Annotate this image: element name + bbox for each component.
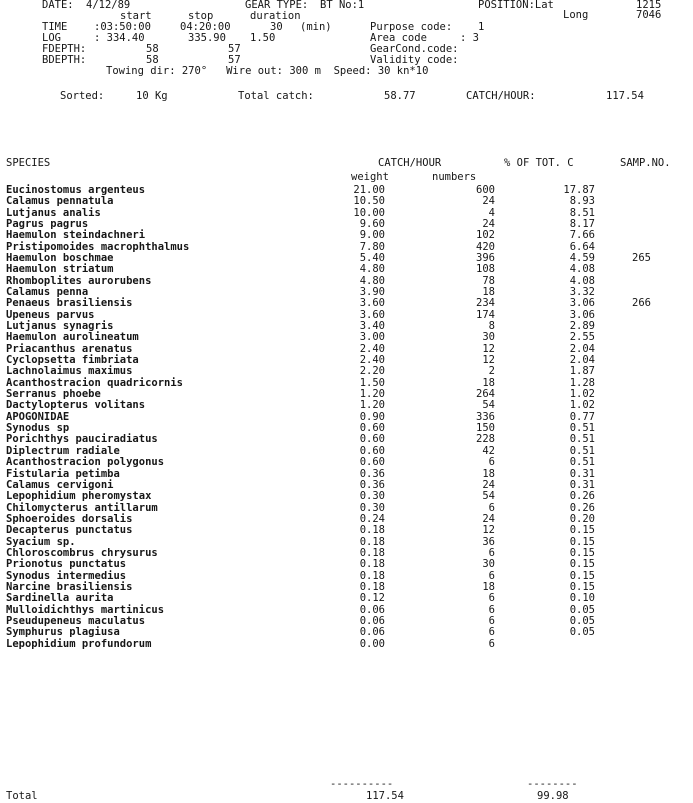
catch-weight: 1.50 [359, 376, 385, 389]
table-row [0, 491, 693, 502]
purpose-code-label: Purpose code: [370, 21, 453, 33]
bdepth-label: BDEPTH: [42, 54, 87, 66]
catch-weight: 0.30 [359, 490, 385, 503]
sample-number-column-header: SAMP.NO. [620, 157, 671, 169]
species-name: Lutjanus synagris [6, 320, 114, 333]
catch-weight: 5.40 [359, 252, 385, 265]
table-row [0, 446, 693, 457]
catch-weight: 10.50 [353, 195, 385, 208]
catch-numbers: 18 [482, 286, 495, 299]
table-row [0, 400, 693, 411]
pct-of-total: 0.51 [569, 433, 595, 446]
species-name: Cyclopsetta fimbriata [6, 354, 139, 367]
table-row [0, 559, 693, 570]
species-name: Acanthostracion polygonus [6, 456, 165, 469]
weight-subheader: weight [351, 171, 389, 183]
table-row [0, 208, 693, 219]
catch-weight: 2.40 [359, 354, 385, 367]
time-stop: 04:20:00 [180, 21, 231, 33]
catch-numbers: 6 [488, 546, 495, 559]
numbers-subheader: numbers [432, 171, 477, 183]
species-column-header: SPECIES [6, 157, 51, 169]
time-start: :03:50:00 [94, 21, 151, 33]
pct-of-total: 0.15 [569, 558, 595, 571]
catch-weight: 0.00 [359, 637, 385, 650]
catch-numbers: 6 [488, 626, 495, 639]
col-start-label: start [120, 10, 152, 22]
catch-weight: 0.06 [359, 614, 385, 627]
catch-weight: 7.80 [359, 240, 385, 253]
log-start: : 334.40 [94, 32, 145, 44]
catch-weight: 21.00 [353, 184, 385, 196]
towing-line: Towing dir: 270° Wire out: 300 m Speed: 30 kn*10 [106, 65, 429, 77]
catch-numbers: 30 [482, 331, 495, 344]
species-name: Synodus intermedius [6, 569, 127, 582]
pct-of-total: 2.55 [569, 331, 595, 344]
species-name: Eucinostomus argenteus [6, 184, 146, 196]
species-name: Lepophidium pheromystax [6, 490, 152, 503]
species-name: Calamus pennatula [6, 195, 114, 208]
pct-of-total: 3.32 [569, 286, 595, 299]
catch-weight: 0.18 [359, 535, 385, 548]
species-name: Penaeus brasiliensis [6, 297, 133, 310]
long-value: 7046 [636, 9, 662, 21]
catch-weight: 0.12 [359, 592, 385, 605]
bdepth-stop: 57 [228, 54, 241, 66]
pct-of-total: 0.31 [569, 467, 595, 480]
pct-of-total: 0.15 [569, 569, 595, 582]
catch-weight: 9.60 [359, 218, 385, 231]
catch-numbers: 24 [482, 478, 495, 491]
total-catch-value: 58.77 [384, 90, 416, 102]
col-duration-label: duration [250, 10, 301, 22]
catch-weight: 4.80 [359, 274, 385, 287]
table-row [0, 196, 693, 207]
table-row [0, 366, 693, 377]
species-name: Haemulon aurolineatum [6, 331, 139, 344]
time-unit: (min) [300, 21, 332, 33]
species-name: Lepophidium profundorum [6, 637, 152, 650]
catch-weight: 3.90 [359, 286, 385, 299]
catch-numbers: 6 [488, 603, 495, 616]
table-row [0, 230, 693, 241]
catch-weight: 0.60 [359, 422, 385, 435]
long-label: Long [563, 9, 589, 21]
catch-weight: 2.20 [359, 365, 385, 378]
species-name: Pristipomoides macrophthalmus [6, 240, 190, 253]
table-row [0, 457, 693, 468]
species-name: Prionotus punctatus [6, 558, 127, 571]
species-name: Pagrus pagrus [6, 218, 89, 231]
sample-number: 265 [632, 252, 651, 265]
pct-of-total: 0.20 [569, 512, 595, 525]
catch-numbers: 6 [488, 614, 495, 627]
pct-of-total: 7.66 [569, 229, 595, 242]
sorted-value: 10 Kg [136, 90, 168, 102]
table-row [0, 480, 693, 491]
catch-weight: 3.60 [359, 308, 385, 321]
species-name: Porichthys pauciradiatus [6, 433, 158, 446]
species-name: Synodus sp [6, 422, 70, 435]
catch-weight: 0.24 [359, 512, 385, 525]
catch-numbers: 420 [476, 240, 495, 253]
catch-hour-value: 117.54 [606, 90, 644, 102]
table-row [0, 389, 693, 400]
pct-of-total: 3.06 [569, 297, 595, 310]
catch-numbers: 24 [482, 218, 495, 231]
table-row [0, 525, 693, 536]
catch-weight: 0.60 [359, 456, 385, 469]
species-name: Acanthostracion quadricornis [6, 376, 184, 389]
pct-of-total: 0.26 [569, 501, 595, 514]
species-name: Chilomycterus antillarum [6, 501, 158, 514]
table-row [0, 264, 693, 275]
pct-of-total: 8.93 [569, 195, 595, 208]
catch-numbers: 6 [488, 592, 495, 605]
catch-numbers: 12 [482, 354, 495, 367]
weight-total-rule: ---------- [330, 778, 394, 790]
catch-weight: 1.20 [359, 399, 385, 412]
pct-of-total: 0.05 [569, 626, 595, 639]
fdepth-label: FDEPTH: [42, 43, 87, 55]
table-row [0, 253, 693, 264]
pct-of-total: 0.15 [569, 524, 595, 537]
catch-numbers: 24 [482, 512, 495, 525]
table-row [0, 355, 693, 366]
pct-of-total: 0.05 [569, 614, 595, 627]
pct-of-total: 0.05 [569, 603, 595, 616]
pct-of-total: 17.87 [563, 184, 595, 196]
catch-numbers: 6 [488, 637, 495, 650]
catch-numbers: 78 [482, 274, 495, 287]
species-name: Haemulon striatum [6, 263, 114, 276]
catch-weight: 0.90 [359, 410, 385, 423]
catch-numbers: 234 [476, 297, 495, 310]
pct-of-total: 1.87 [569, 365, 595, 378]
species-name: Diplectrum radiale [6, 444, 120, 457]
catch-numbers: 6 [488, 501, 495, 514]
catch-weight: 0.30 [359, 501, 385, 514]
catch-numbers: 54 [482, 399, 495, 412]
total-weight: 117.54 [366, 790, 404, 802]
table-row [0, 639, 693, 650]
catch-numbers: 228 [476, 433, 495, 446]
species-name: Lutjanus analis [6, 206, 101, 219]
gear-type-value: BT No:1 [320, 0, 365, 11]
pct-of-total: 2.89 [569, 320, 595, 333]
pct-of-total: 0.10 [569, 592, 595, 605]
total-label: Total [6, 790, 38, 802]
area-code-value: : 3 [460, 32, 479, 44]
pct-of-total: 8.17 [569, 218, 595, 231]
catch-numbers: 42 [482, 444, 495, 457]
species-name: Priacanthus arenatus [6, 342, 133, 355]
table-row [0, 469, 693, 480]
lat-value: 1215 [636, 0, 662, 11]
catch-weight: 9.00 [359, 229, 385, 242]
catch-numbers: 18 [482, 580, 495, 593]
catch-numbers: 36 [482, 535, 495, 548]
catch-weight: 0.06 [359, 626, 385, 639]
table-row [0, 571, 693, 582]
validity-code-label: Validity code: [370, 54, 459, 66]
table-row [0, 423, 693, 434]
catch-numbers: 2 [488, 365, 495, 378]
catch-hour-label: CATCH/HOUR: [466, 90, 536, 102]
table-row [0, 537, 693, 548]
pct-of-total: 0.15 [569, 580, 595, 593]
table-row [0, 593, 693, 604]
pct-of-total: 1.02 [569, 388, 595, 401]
species-name: Sphoeroides dorsalis [6, 512, 133, 525]
date-label: DATE: [42, 0, 74, 11]
species-name: Upeneus parvus [6, 308, 95, 321]
species-name: Calamus cervigoni [6, 478, 114, 491]
species-name: Haemulon boschmae [6, 252, 114, 265]
sorted-label: Sorted: [60, 90, 105, 102]
pct-of-total: 0.26 [569, 490, 595, 503]
species-name: Serranus phoebe [6, 388, 101, 401]
catch-weight: 0.36 [359, 467, 385, 480]
area-code-label: Area code [370, 32, 427, 44]
species-name: Lachnolaimus maximus [6, 365, 133, 378]
pct-total-column-header: % OF TOT. C [504, 157, 574, 169]
catch-numbers: 102 [476, 229, 495, 242]
species-name: Sardinella aurita [6, 592, 114, 605]
table-row [0, 310, 693, 321]
catch-weight: 10.00 [353, 206, 385, 219]
catch-weight: 3.60 [359, 297, 385, 310]
pct-total-rule: -------- [527, 778, 578, 790]
pct-of-total: 8.51 [569, 206, 595, 219]
pct-of-total: 4.08 [569, 263, 595, 276]
catch-numbers: 4 [488, 206, 495, 219]
log-stop: 335.90 [188, 32, 226, 44]
total-pct: 99.98 [537, 790, 569, 802]
gear-type-label: GEAR TYPE: [245, 0, 309, 11]
catch-weight: 0.18 [359, 569, 385, 582]
bdepth-start: 58 [146, 54, 159, 66]
catch-weight: 1.20 [359, 388, 385, 401]
species-name: Decapterus punctatus [6, 524, 133, 537]
pct-of-total: 0.31 [569, 478, 595, 491]
species-name: Haemulon steindachneri [6, 229, 146, 242]
pct-of-total: 0.51 [569, 444, 595, 457]
pct-of-total: 2.04 [569, 354, 595, 367]
species-name: Rhomboplites aurorubens [6, 274, 152, 287]
table-row [0, 332, 693, 343]
species-name: Mulloidichthys martinicus [6, 603, 165, 616]
fdepth-stop: 57 [228, 43, 241, 55]
catch-hour-column-header: CATCH/HOUR [378, 157, 442, 169]
catch-numbers: 24 [482, 195, 495, 208]
catch-numbers: 18 [482, 376, 495, 389]
table-row [0, 287, 693, 298]
table-row [0, 616, 693, 627]
species-name: APOGONIDAE [6, 410, 70, 423]
pct-of-total: 0.51 [569, 422, 595, 435]
catch-numbers: 396 [476, 252, 495, 265]
species-name: Calamus penna [6, 286, 89, 299]
catch-weight: 0.06 [359, 603, 385, 616]
catch-numbers: 12 [482, 524, 495, 537]
catch-numbers: 8 [488, 320, 495, 333]
catch-weight: 0.18 [359, 546, 385, 559]
catch-numbers: 336 [476, 410, 495, 423]
col-stop-label: stop [188, 10, 214, 22]
pct-of-total: 3.06 [569, 308, 595, 321]
table-row [0, 378, 693, 389]
sample-number: 266 [632, 297, 651, 310]
species-name: Pseudupeneus maculatus [6, 614, 146, 627]
species-name: Dactylopterus volitans [6, 399, 146, 412]
catch-numbers: 6 [488, 456, 495, 469]
catch-numbers: 18 [482, 467, 495, 480]
time-label: TIME [42, 21, 68, 33]
catch-weight: 0.18 [359, 558, 385, 571]
pct-of-total: 4.59 [569, 252, 595, 265]
catch-numbers: 108 [476, 263, 495, 276]
log-label: LOG [42, 32, 61, 44]
catch-numbers: 174 [476, 308, 495, 321]
catch-weight: 0.60 [359, 444, 385, 457]
catch-numbers: 12 [482, 342, 495, 355]
date-value: 4/12/89 [86, 0, 131, 11]
table-row [0, 242, 693, 253]
catch-weight: 3.00 [359, 331, 385, 344]
catch-weight: 4.80 [359, 263, 385, 276]
position-label: POSITION:Lat [478, 0, 554, 11]
catch-weight: 0.60 [359, 433, 385, 446]
table-row [0, 344, 693, 355]
catch-numbers: 6 [488, 569, 495, 582]
pct-of-total: 2.04 [569, 342, 595, 355]
species-name: Fistularia petimba [6, 467, 120, 480]
catch-numbers: 264 [476, 388, 495, 401]
table-row [0, 582, 693, 593]
catch-numbers: 54 [482, 490, 495, 503]
gearcond-code-label: GearCond.code: [370, 43, 459, 55]
catch-weight: 3.40 [359, 320, 385, 333]
total-catch-label: Total catch: [238, 90, 314, 102]
species-name: Symphurus plagiusa [6, 626, 120, 639]
table-row [0, 627, 693, 638]
log-duration: 1.50 [250, 32, 276, 44]
purpose-code-value: 1 [478, 21, 485, 33]
species-name: Narcine brasiliensis [6, 580, 133, 593]
pct-of-total: 0.77 [569, 410, 595, 423]
species-name: Syacium sp. [6, 535, 76, 548]
catch-numbers: 150 [476, 422, 495, 435]
time-duration: 30 [270, 21, 283, 33]
pct-of-total: 0.15 [569, 546, 595, 559]
table-row [0, 219, 693, 230]
catch-weight: 2.40 [359, 342, 385, 355]
pct-of-total: 4.08 [569, 274, 595, 287]
catch-weight: 0.18 [359, 580, 385, 593]
pct-of-total: 6.64 [569, 240, 595, 253]
catch-numbers: 30 [482, 558, 495, 571]
table-row [0, 605, 693, 616]
pct-of-total: 0.51 [569, 456, 595, 469]
fdepth-start: 58 [146, 43, 159, 55]
species-name: Chloroscombrus chrysurus [6, 546, 158, 559]
table-row [0, 503, 693, 514]
pct-of-total: 0.15 [569, 535, 595, 548]
pct-of-total: 1.28 [569, 376, 595, 389]
catch-weight: 0.18 [359, 524, 385, 537]
table-row [0, 548, 693, 559]
table-row [0, 434, 693, 445]
catch-weight: 0.36 [359, 478, 385, 491]
table-row [0, 298, 693, 309]
catch-numbers: 600 [476, 184, 495, 196]
pct-of-total: 1.02 [569, 399, 595, 412]
